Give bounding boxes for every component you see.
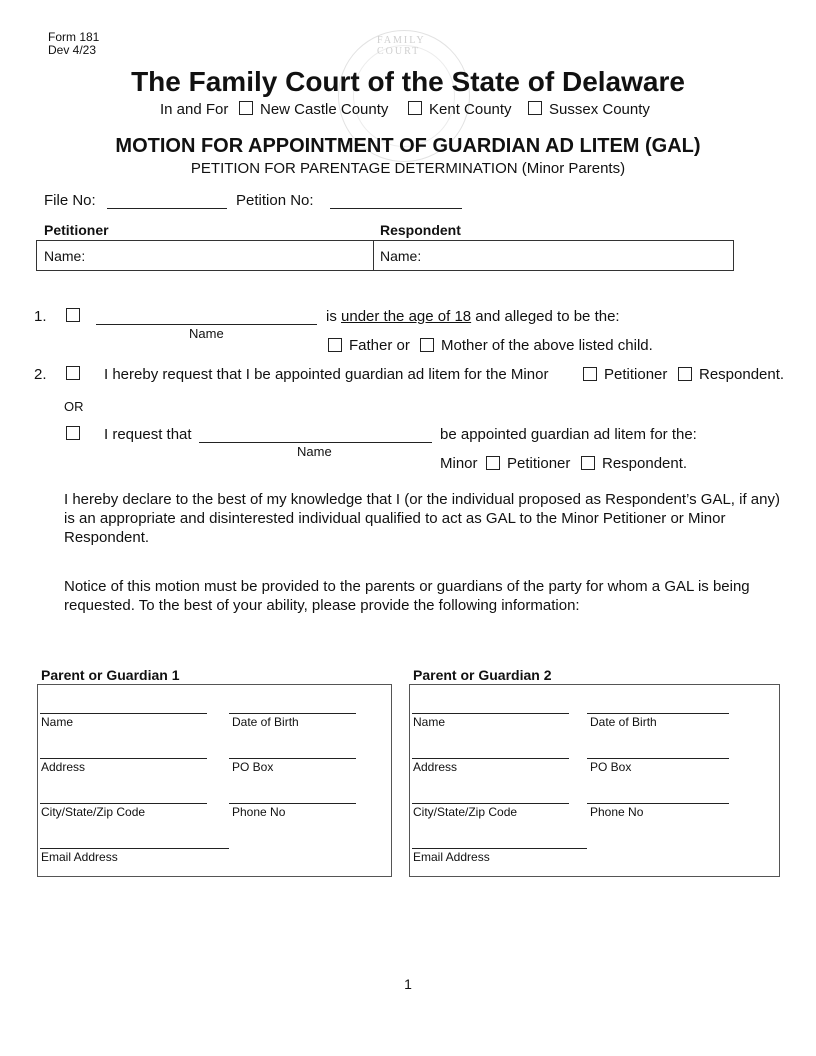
petitioner-name-field[interactable]: Name:	[44, 248, 86, 264]
guardian-2-email-label: Email Address	[413, 850, 490, 864]
respondent-heading: Respondent	[380, 222, 461, 238]
guardian-1-address-field[interactable]	[40, 758, 207, 759]
item-2-name-field[interactable]	[199, 442, 432, 443]
guardian-1-heading: Parent or Guardian 1	[41, 667, 180, 683]
item-2-petitioner2-label: Petitioner	[507, 455, 571, 472]
guardian-2-address-label: Address	[413, 760, 458, 774]
guardian-2-phone-field[interactable]	[587, 803, 729, 804]
guardian-2-pobox-label: PO Box	[590, 760, 632, 774]
guardian-2-city-label: City/State/Zip Code	[413, 805, 518, 819]
item-1-under-18: under the age of 18	[341, 308, 472, 325]
item-2-self-checkbox[interactable]	[66, 366, 80, 380]
petition-no-field[interactable]	[330, 208, 462, 209]
file-no-label: File No:	[44, 192, 96, 209]
guardian-1-phone-field[interactable]	[229, 803, 356, 804]
in-and-for-label: In and For	[160, 101, 229, 118]
motion-title: MOTION FOR APPOINTMENT OF GUARDIAN AD LITEM (GAL)	[115, 135, 701, 157]
item-2-other-checkbox[interactable]	[66, 426, 80, 440]
parties-table	[36, 240, 734, 271]
or-label: OR	[64, 399, 84, 414]
declaration-paragraph: I hereby declare to the best of my knowledge that I (or the individual proposed as Respondent’s GAL, if any) is an appropriate and disinterested individual qualified to act as GAL to the Minor Petitioner or Minor Respondent.	[64, 491, 780, 546]
kent-county-label: Kent County	[429, 101, 512, 118]
kent-county-checkbox[interactable]	[408, 101, 422, 115]
guardian-1-box	[37, 684, 392, 877]
guardian-1-dob-label: Date of Birth	[232, 715, 299, 729]
guardian-1-address-label: Address	[41, 760, 86, 774]
item-1-number: 1.	[34, 308, 47, 325]
guardian-2-city-field[interactable]	[412, 803, 569, 804]
item-2-name-caption: Name	[297, 444, 332, 459]
guardian-2-address-field[interactable]	[412, 758, 569, 759]
item-1-checkbox[interactable]	[66, 308, 80, 322]
guardian-2-pobox-field[interactable]	[587, 758, 729, 759]
guardian-1-email-field[interactable]	[40, 848, 229, 849]
motion-subtitle: PETITION FOR PARENTAGE DETERMINATION (Minor Parents)	[190, 160, 626, 177]
item-1-name-caption: Name	[189, 326, 224, 341]
item-2-respondent-label: Respondent.	[699, 366, 785, 383]
item-2-respondent2-label: Respondent.	[602, 455, 688, 472]
file-no-field[interactable]	[107, 208, 227, 209]
guardian-2-box	[409, 684, 780, 877]
guardian-2-dob-field[interactable]	[587, 713, 729, 714]
father-label: Father or	[349, 337, 410, 354]
guardian-1-pobox-field[interactable]	[229, 758, 356, 759]
item-2-petitioner2-checkbox[interactable]	[486, 456, 500, 470]
guardian-2-name-label: Name	[413, 715, 446, 729]
guardian-1-city-label: City/State/Zip Code	[41, 805, 146, 819]
parties-divider	[373, 241, 374, 270]
form-number: Form 181	[48, 30, 100, 44]
guardian-1-dob-field[interactable]	[229, 713, 356, 714]
guardian-2-dob-label: Date of Birth	[590, 715, 657, 729]
sussex-county-checkbox[interactable]	[528, 101, 542, 115]
item-2-respondent-checkbox[interactable]	[678, 367, 692, 381]
item-1-is: is	[326, 308, 337, 325]
item-2-be-appointed: be appointed guardian ad litem for the:	[440, 426, 697, 443]
father-checkbox[interactable]	[328, 338, 342, 352]
item-2-other-request: I request that	[104, 426, 192, 443]
item-2-number: 2.	[34, 366, 47, 383]
sussex-county-label: Sussex County	[549, 101, 650, 118]
guardian-1-name-field[interactable]	[40, 713, 207, 714]
petition-no-label: Petition No:	[236, 192, 314, 209]
item-1-name-field[interactable]	[96, 324, 317, 325]
court-title: The Family Court of the State of Delaware	[131, 66, 685, 97]
guardian-2-name-field[interactable]	[412, 713, 569, 714]
guardian-2-email-field[interactable]	[412, 848, 587, 849]
respondent-name-field[interactable]: Name:	[380, 248, 422, 264]
item-2-petitioner-checkbox[interactable]	[583, 367, 597, 381]
new-castle-county-checkbox[interactable]	[239, 101, 253, 115]
item-1-rest: and alleged to be the:	[475, 308, 620, 325]
guardian-1-phone-label: Phone No	[232, 805, 286, 819]
item-2-self-request: I hereby request that I be appointed guardian ad litem for the Minor	[104, 366, 549, 383]
court-seal-text: FAMILY COURT	[377, 35, 426, 57]
mother-label: Mother of the above listed child.	[441, 337, 653, 354]
new-castle-county-label: New Castle County	[260, 101, 389, 118]
form-revision: Dev 4/23	[48, 43, 97, 57]
guardian-1-pobox-label: PO Box	[232, 760, 274, 774]
guardian-1-name-label: Name	[41, 715, 74, 729]
guardian-1-city-field[interactable]	[40, 803, 207, 804]
guardian-2-phone-label: Phone No	[590, 805, 644, 819]
mother-checkbox[interactable]	[420, 338, 434, 352]
guardian-2-heading: Parent or Guardian 2	[413, 667, 552, 683]
guardian-1-email-label: Email Address	[41, 850, 118, 864]
item-2-respondent2-checkbox[interactable]	[581, 456, 595, 470]
page-number: 1	[404, 976, 412, 992]
item-1-text	[326, 308, 620, 326]
notice-paragraph: Notice of this motion must be provided to the parents or guardians of the party for whom a GAL is being requested. To the best of your ability, please provide the following information:	[64, 578, 750, 614]
item-2-petitioner-label: Petitioner	[604, 366, 668, 383]
petitioner-heading: Petitioner	[44, 222, 109, 238]
item-2-minor-label: Minor	[440, 455, 478, 472]
